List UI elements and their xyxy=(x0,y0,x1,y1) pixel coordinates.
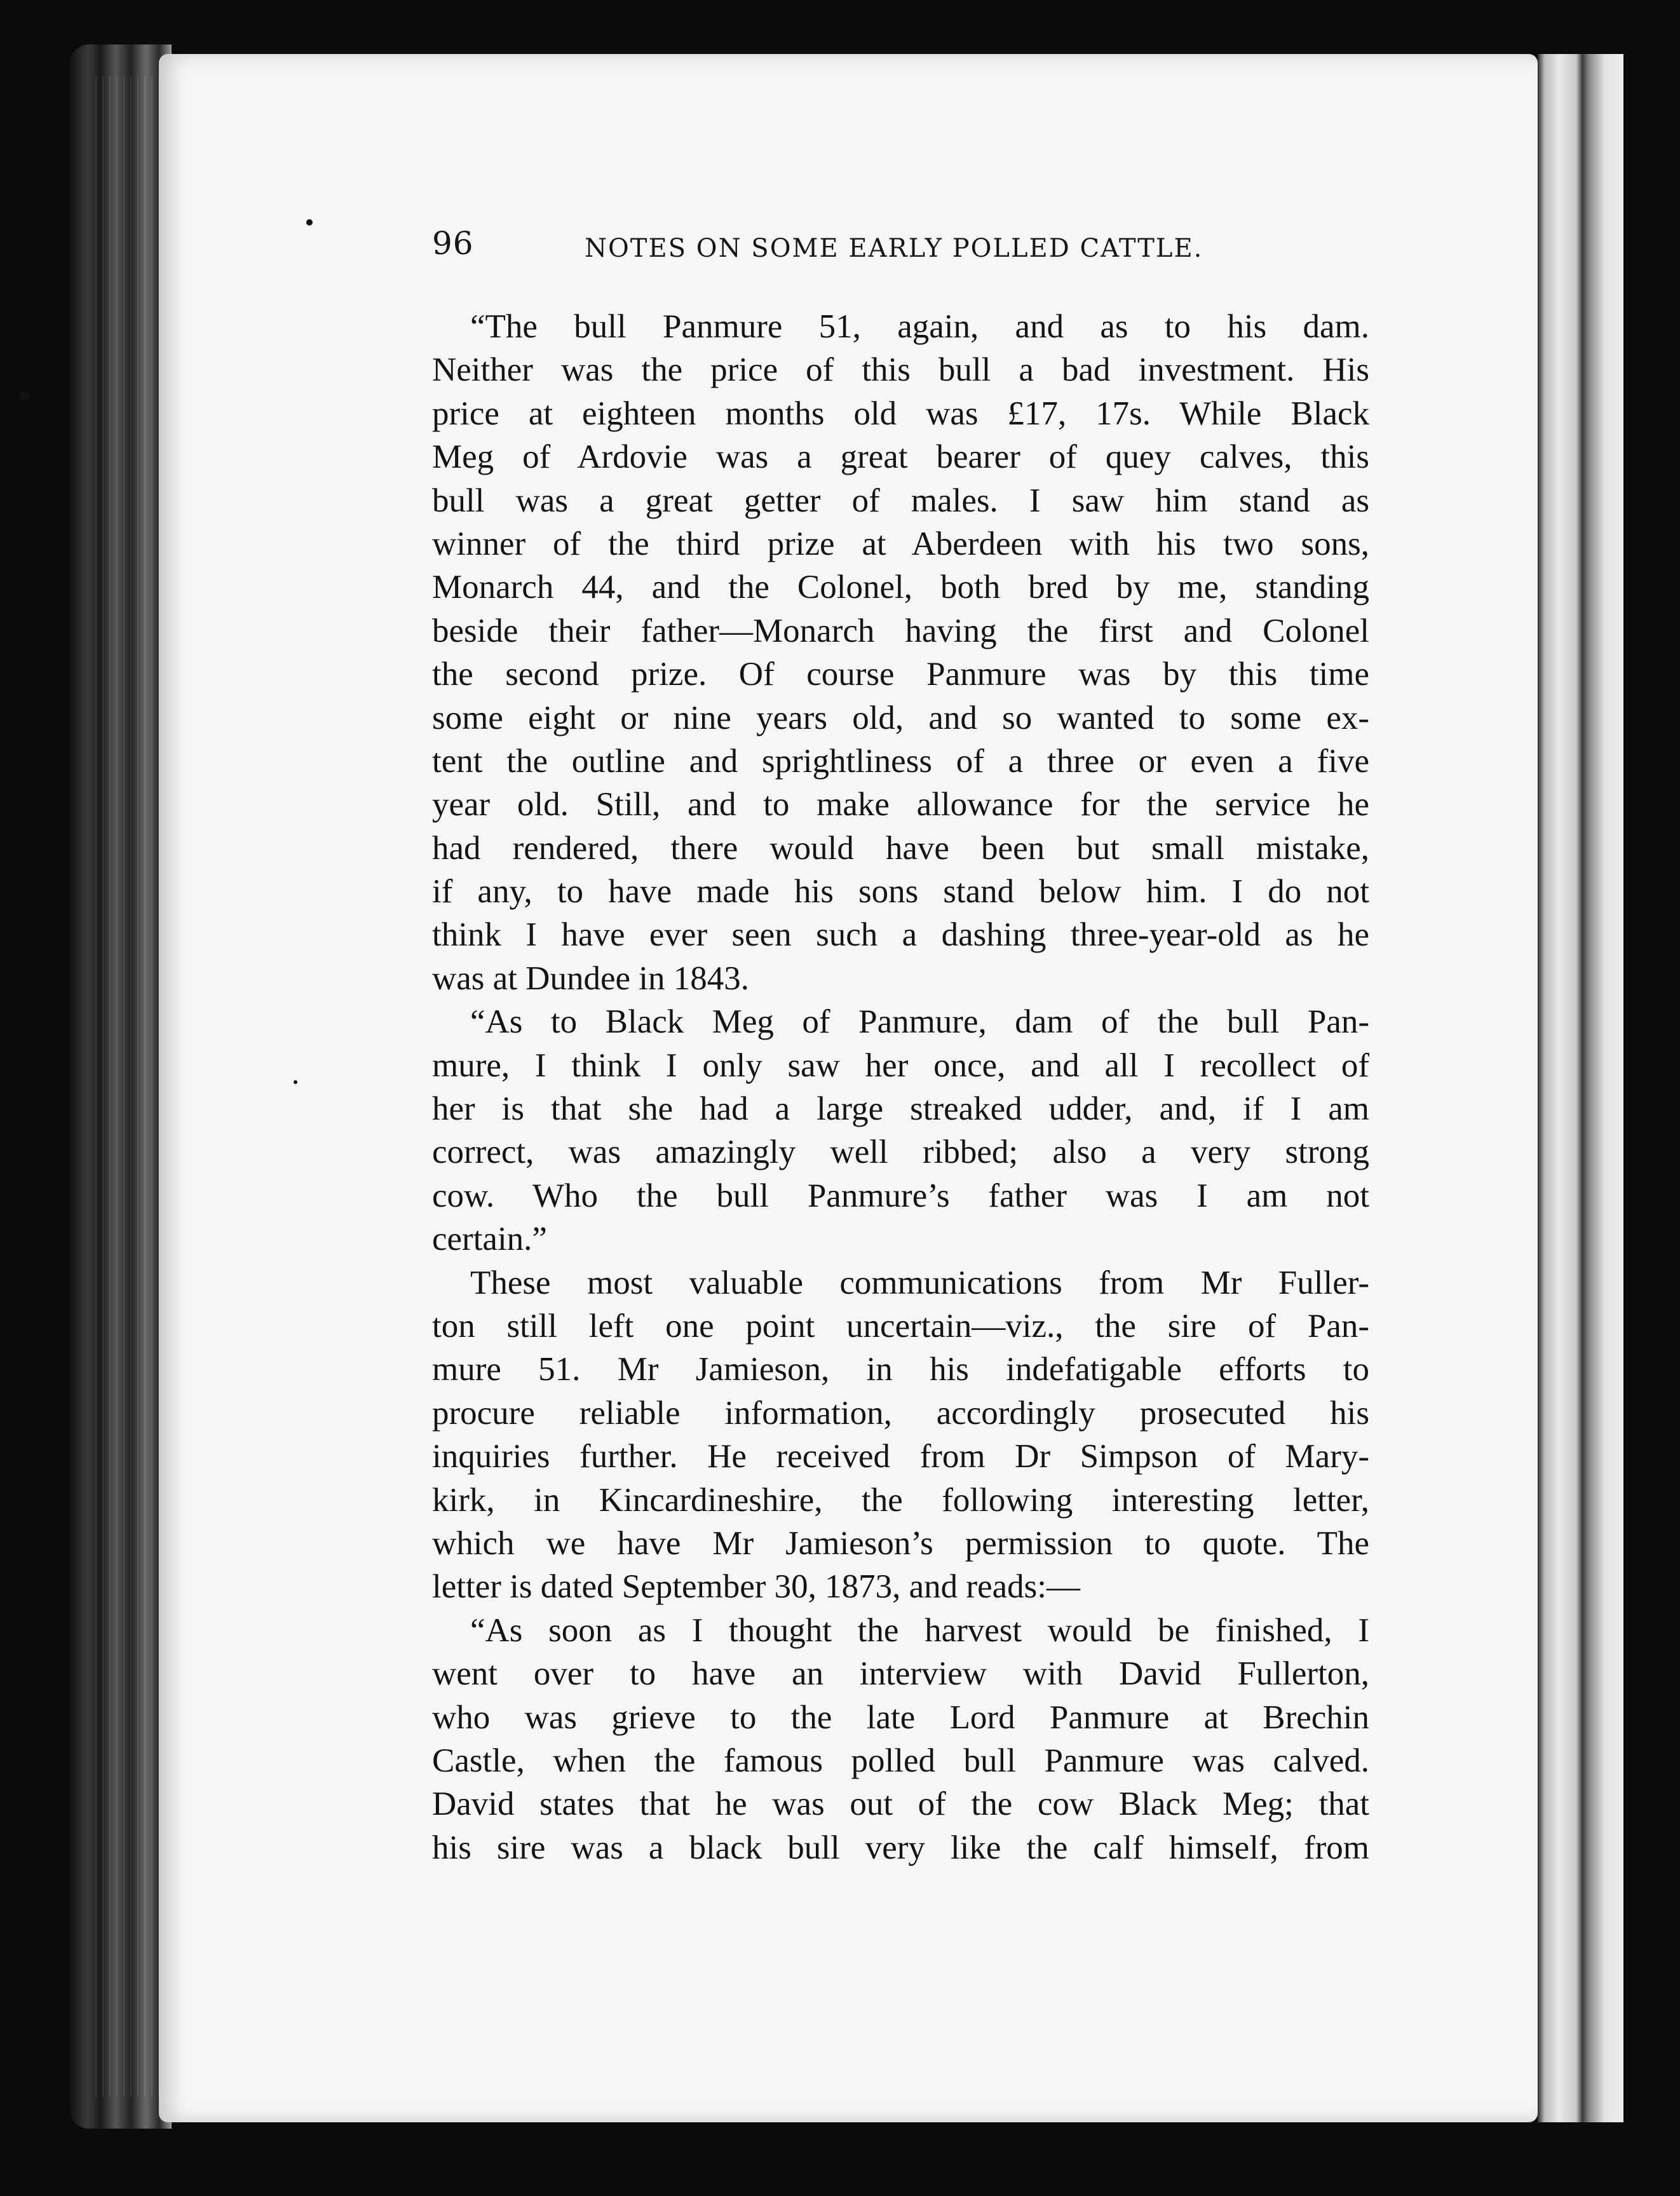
text-line: David states that he was out of the cow Black Meg; that xyxy=(432,1786,1369,1823)
running-head: NOTES ON SOME EARLY POLLED CATTLE. xyxy=(585,234,1203,263)
text-line: These most valuable communications from Mr Fuller- xyxy=(470,1264,1369,1301)
text-line: inquiries further. He received from Dr Simpson of Mary- xyxy=(432,1438,1369,1475)
text-line: mure, I think I only saw her once, and all I recollect of xyxy=(432,1047,1369,1084)
text-line: procure reliable information, accordingly prosecuted his xyxy=(432,1394,1369,1432)
text-line: went over to have an interview with David Fullerton, xyxy=(432,1655,1369,1693)
dust-speck xyxy=(294,1080,297,1084)
text-line: the second prize. Of course Panmure was by this time xyxy=(432,656,1369,693)
text-line: Neither was the price of this bull a bad investment. His xyxy=(432,351,1369,389)
text-line: Meg of Ardovie was a great bearer of quey calves, this xyxy=(432,438,1369,476)
text-line: correct, was amazingly well ribbed; also a very strong xyxy=(432,1134,1369,1171)
dust-speck xyxy=(306,219,313,226)
scan-border-right xyxy=(1623,0,1680,2196)
text-line: her is that she had a large streaked udder, and, if I am xyxy=(432,1090,1369,1128)
text-line: cow. Who the bull Panmure’s father was I am not xyxy=(432,1177,1369,1214)
page-number: 96 xyxy=(432,225,474,262)
text-line: “As soon as I thought the harvest would be finished, I xyxy=(470,1611,1369,1649)
text-line: tent the outline and sprightliness of a three or even a five xyxy=(432,742,1369,780)
text-line: price at eighteen months old was £17, 17s. While Black xyxy=(432,395,1369,432)
text-line: year old. Still, and to make allowance for the service he xyxy=(432,786,1369,824)
dust-speck xyxy=(19,391,29,401)
text-line: his sire was a black bull very like the calf himself, from xyxy=(432,1829,1369,1866)
text-line: certain.” xyxy=(432,1221,547,1258)
text-line: had rendered, there would have been but small mistake, xyxy=(432,829,1369,867)
text-line: “As to Black Meg of Panmure, dam of the bull Pan- xyxy=(470,1003,1369,1041)
text-line: think I have ever seen such a dashing three-year-old as he xyxy=(432,916,1369,954)
body-text xyxy=(432,305,1369,1869)
text-line: who was grieve to the late Lord Panmure at Brechin xyxy=(432,1698,1369,1736)
text-line: winner of the third prize at Aberdeen with his two sons, xyxy=(432,525,1369,562)
text-line: some eight or nine years old, and so wanted to some ex- xyxy=(432,699,1369,736)
page-header xyxy=(432,219,1589,276)
text-line: letter is dated September 30, 1873, and reads:— xyxy=(432,1568,1080,1606)
text-line: if any, to have made his sons stand below him. I do not xyxy=(432,873,1369,911)
text-line: ton still left one point uncertain—viz., the sire of Pan- xyxy=(432,1307,1369,1345)
text-line: Monarch 44, and the Colonel, both bred by me, standing xyxy=(432,569,1369,606)
text-line: mure 51. Mr Jamieson, in his indefatigable efforts to xyxy=(432,1351,1369,1388)
text-line: which we have Mr Jamieson’s permission to quote. The xyxy=(432,1524,1369,1562)
text-line: Castle, when the famous polled bull Panmure was calved. xyxy=(432,1742,1369,1779)
text-line: was at Dundee in 1843. xyxy=(432,959,749,997)
page-edge-stack xyxy=(95,76,165,2097)
text-line: “The bull Panmure 51, again, and as to his dam. xyxy=(470,308,1369,345)
text-line: beside their father—Monarch having the first and Colonel xyxy=(432,612,1369,649)
facing-page-edge xyxy=(1538,54,1623,2122)
text-line: bull was a great getter of males. I saw him stand as xyxy=(432,482,1369,519)
text-line: kirk, in Kincardineshire, the following interesting letter, xyxy=(432,1481,1369,1519)
